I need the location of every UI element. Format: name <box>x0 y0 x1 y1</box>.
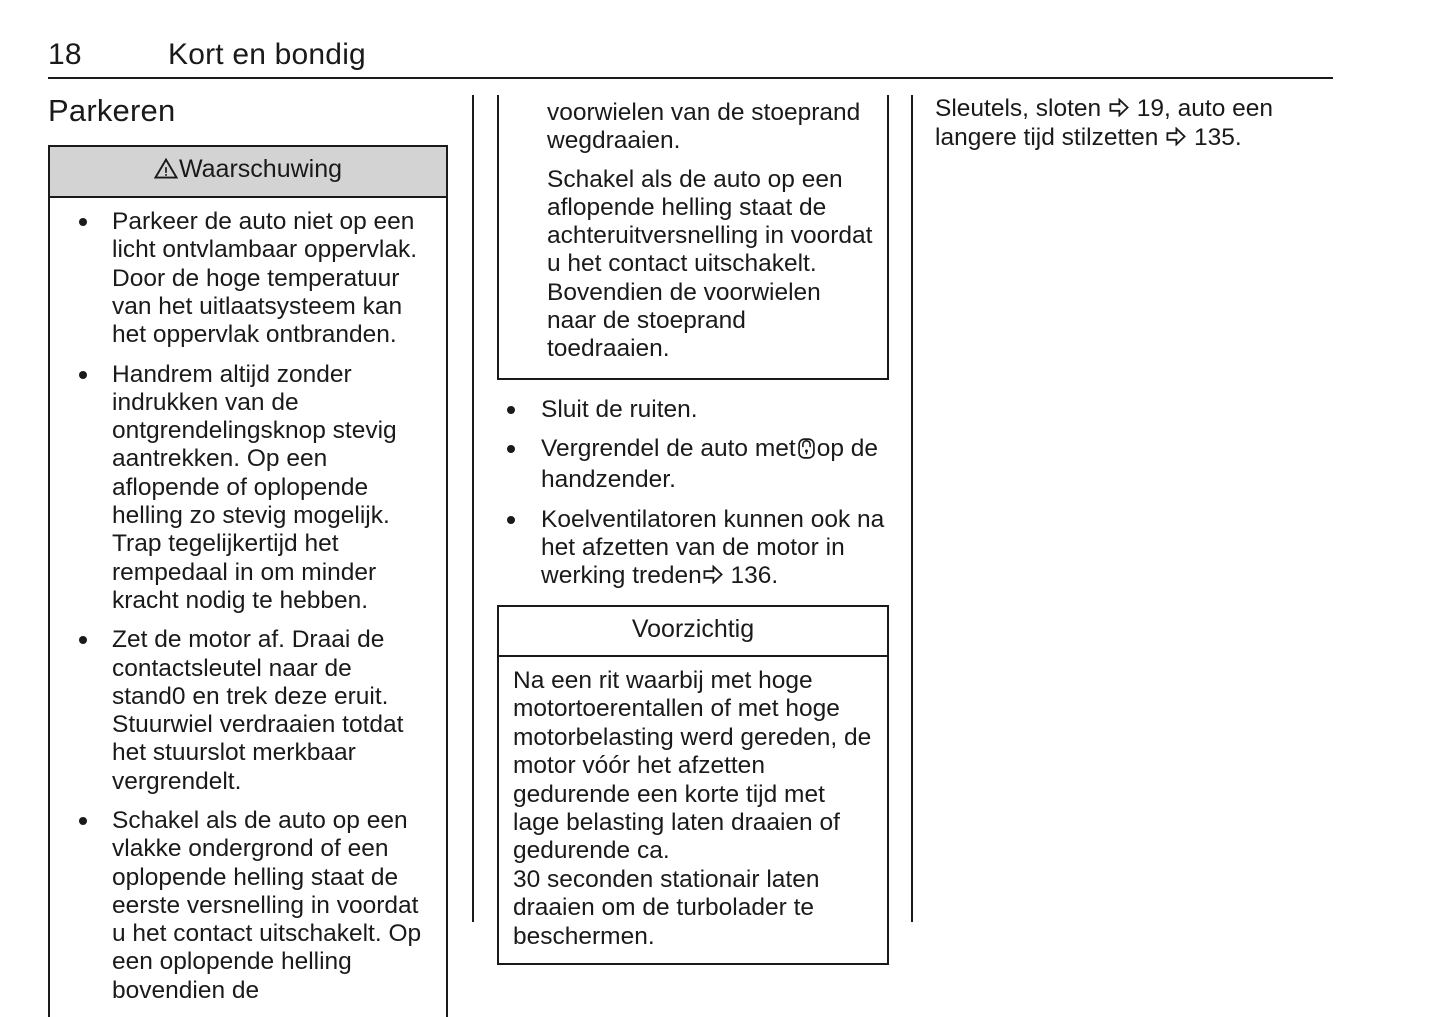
callout-paragraph: Schakel als de auto op een aflopende helling staat de achteruitversnelling in voordat u het contact uitschakelt. Bovendien de voorwielen naar de stoeprand toedraaien. <box>547 165 873 363</box>
chapter-title: Kort en bondig <box>168 38 366 71</box>
warning-callout-box <box>48 145 448 1017</box>
reference-arrow-icon <box>1166 125 1186 153</box>
middle-bullet-list <box>497 396 889 592</box>
lock-icon <box>798 438 815 466</box>
bullet-dot-icon <box>507 406 515 414</box>
caution-paragraph-secondary: 30 seconden stationair laten draaien om de turbolader te beschermen. <box>513 865 820 950</box>
bullet-dot-icon <box>507 516 515 524</box>
left-column <box>48 95 448 1017</box>
bullet-dot-icon <box>79 218 87 226</box>
right-column <box>935 95 1335 154</box>
cross-reference-page-2: 135 <box>1193 124 1235 152</box>
caution-callout-body <box>499 657 887 963</box>
callout-paragraph: voorwielen van de stoeprand wegdraaien. <box>547 99 861 155</box>
spacer <box>497 380 889 396</box>
list-item-text: Handrem altijd zonder indrukken van de ontgrendelingsknop stevig aantrekken. Op een aflopende of oplopende helling zo stevig mogelijk. Trap tegelijkertijd het rempedaal in om minder kracht nodig te hebben. <box>112 360 397 614</box>
list-item <box>64 361 432 616</box>
caution-callout-header <box>499 607 887 657</box>
list-item <box>497 506 889 592</box>
warning-callout-body <box>50 198 446 1017</box>
cross-reference-label-2: , auto een langere tijd stilzetten <box>935 95 1274 152</box>
reference-arrow-icon <box>703 563 723 591</box>
list-item <box>497 396 889 424</box>
warning-callout-header <box>50 147 446 199</box>
list-item-text: Schakel als de auto op een vlakke ondergrond of een oplopende helling staat de eerste versnelling in voordat u het contact uitschakelt. Op een oplopende helling bovendien de <box>112 806 422 1004</box>
list-item <box>64 626 432 796</box>
list-item-text: Sluit de ruiten. <box>541 395 698 423</box>
cross-reference-page-1: 19 <box>1136 95 1165 122</box>
caution-paragraph-primary: Na een rit waarbij met hoge motortoerentallen of met hoge motorbelasting werd gereden, de motor vóór het afzetten gedurende een korte tijd met lage belasting laten draaien of gedurende ca. <box>513 666 872 865</box>
list-item-text-after: op de handzender. <box>541 434 879 494</box>
cross-reference-label-1: Sleutels, sloten <box>935 95 1102 122</box>
caution-callout-box <box>497 605 889 965</box>
bullet-dot-icon <box>79 636 87 644</box>
cross-reference-terminator: . <box>1234 124 1242 152</box>
column-divider-right <box>911 95 913 922</box>
list-item-text-after: 136. <box>730 562 779 590</box>
caution-callout-header-label: Voorzichtig <box>631 615 755 644</box>
middle-column <box>497 95 889 965</box>
section-heading: Parkeren <box>48 93 176 128</box>
warning-triangle-icon <box>154 158 178 186</box>
cross-reference-paragraph <box>935 95 1335 154</box>
list-item-text: Koelventilatoren kunnen ook na het afzetten van de motor in werking treden <box>541 505 885 590</box>
warning-bullet-list <box>64 208 432 1005</box>
warning-callout-box-continued <box>497 95 889 380</box>
bullet-dot-icon <box>79 371 87 379</box>
bullet-dot-icon <box>79 817 87 825</box>
page-number: 18 <box>48 38 82 71</box>
list-item-text: Parkeer de auto niet op een licht ontvlambaar oppervlak. Door de hoge temperatuur van het uitlaatsysteem kan het oppervlak ontbranden. <box>112 208 418 349</box>
warning-callout-continued-body <box>499 95 887 378</box>
list-item <box>64 807 432 1005</box>
warning-callout-header-label: Waarschuwing <box>178 154 343 183</box>
list-item <box>497 435 889 495</box>
header-rule <box>48 77 1333 79</box>
list-item <box>64 208 432 349</box>
list-item-text: Zet de motor af. Draai de contactsleutel naar de stand0 en trek deze eruit. Stuurwiel verdraaien totdat het stuurslot merkbaar vergrendelt. <box>112 626 404 795</box>
bullet-dot-icon <box>507 445 515 453</box>
list-item-text: Vergrendel de auto met <box>541 434 796 462</box>
spacer <box>497 591 889 605</box>
page-header <box>48 38 1333 82</box>
reference-arrow-icon <box>1109 96 1129 124</box>
column-divider-left <box>472 95 474 922</box>
